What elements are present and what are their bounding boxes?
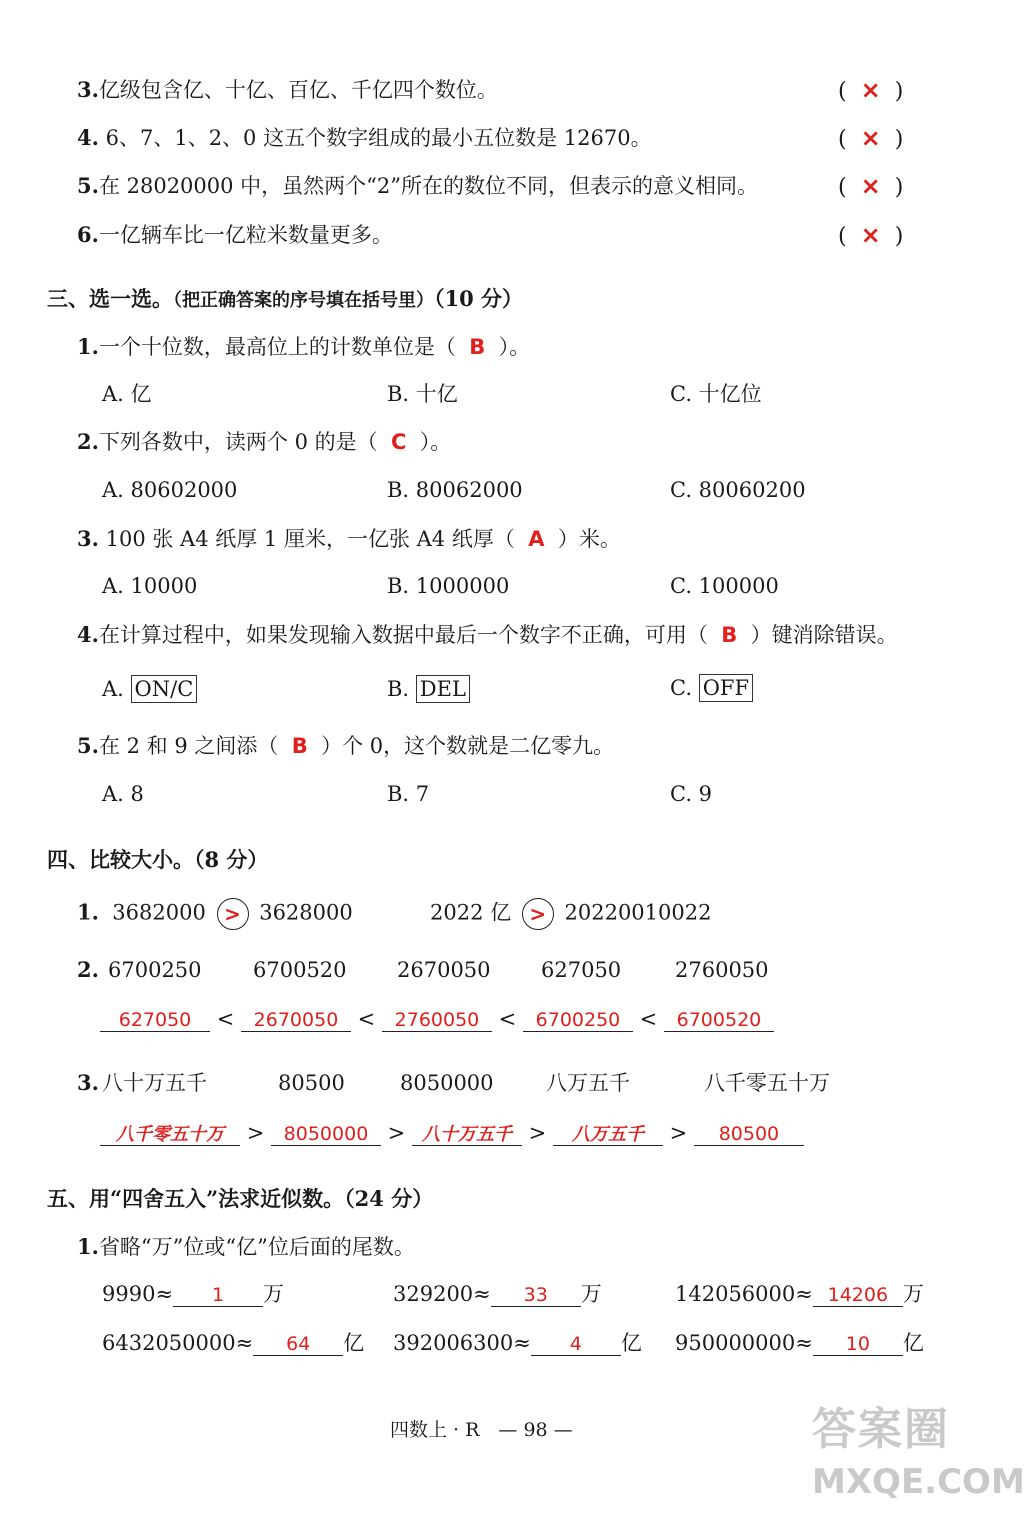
number-item: 八十万五千 [102,1071,207,1095]
number-item: 80500 [278,1071,345,1095]
answer-blank: 33 [491,1282,581,1307]
answer-blank: 八十万五千 [412,1121,522,1146]
answer-blank: 2670050 [241,1007,351,1032]
compare-question-3-num: 3. [77,1070,99,1095]
answer-blank: 80500 [694,1121,804,1146]
order-answer-row-2: 627050 < 2670050 < 2760050 < 6700250 < 6700520 [100,1006,774,1032]
answer-blank: 2760050 [382,1007,492,1032]
number-item: 2670050 [397,958,491,982]
answer-blank: 14206 [813,1282,903,1307]
choice-question-1: 1.一个十位数，最高位上的计数单位是（ B ）。 [77,334,531,359]
option-a: A. 80602000 [102,478,238,502]
number-item: 6700520 [253,958,347,982]
option-b: B. 7 [387,782,430,806]
answer-blank: 6700250 [523,1007,633,1032]
judge-item-4: 4. 6、7、1、2、0 这五个数字组成的最小五位数是 12670。 [77,125,652,150]
number-item: 2760050 [675,958,769,982]
compare-circle: > [522,898,554,930]
option-c: C. 9 [670,782,713,806]
option-c: C. 80060200 [670,478,806,502]
section-3-title: 三、选一选。（把正确答案的序号填在括号里）（10 分） [47,286,524,311]
option-b: B. 十亿 [387,382,458,406]
option-a: A. 10000 [102,574,198,598]
option-c: C. OFF [670,674,753,702]
answer-blank: 1 [173,1282,263,1307]
answer-blank: 10 [813,1331,903,1356]
number-item: 八万五千 [546,1071,630,1095]
page-footer: 四数上 · R — 98 — [390,1419,573,1441]
answer-blank: 八万五千 [553,1121,663,1146]
choice-question-3: 3. 100 张 A4 纸厚 1 厘米，一亿张 A4 纸厚（ A ）米。 [77,526,621,551]
cross-mark-icon: × [860,221,881,249]
round-item: 950000000≈ 10 亿 [675,1331,924,1355]
cross-mark-icon: × [860,124,881,152]
answer-blank: 4 [531,1331,621,1356]
option-a: A. 亿 [102,382,152,406]
round-item: 6432050000≈ 64 亿 [102,1331,365,1355]
judge-answer-6: ( × ) [838,221,904,249]
key-off: OFF [699,674,753,702]
option-b: B. 1000000 [387,574,510,598]
answer-blank: 8050000 [271,1121,381,1146]
round-question-1: 1.省略“万”位或“亿”位后面的尾数。 [77,1234,415,1259]
number-item: 8050000 [400,1071,494,1095]
option-a: A. 8 [102,782,144,806]
option-a: A. ON/C [102,675,197,703]
round-item: 9990≈ 1 万 [102,1282,285,1306]
key-del: DEL [416,675,470,703]
number-item: 627050 [541,958,622,982]
choice-question-5: 5.在 2 和 9 之间添（ B ）个 0，这个数就是二亿零九。 [77,733,615,758]
compare-question-1: 1. 3682000 > 3628000 [77,898,353,930]
choice-question-4: 4.在计算过程中，如果发现输入数据中最后一个数字不正确，可用（ B ）键消除错误。 [77,622,898,647]
judge-answer-5: ( × ) [838,172,904,200]
judge-item-6: 6.一亿辆车比一亿粒米数量更多。 [77,222,393,247]
judge-answer-3: ( × ) [838,76,904,104]
key-on-c: ON/C [131,675,198,703]
order-answer-row-3: 八千零五十万 > 8050000 > 八十万五千 > 八万五千 > 80500 [100,1120,804,1146]
judge-answer-4: ( × ) [838,124,904,152]
option-b: B. DEL [387,675,470,703]
round-item: 142056000≈ 14206 万 [675,1282,924,1306]
number-item: 八千零五十万 [704,1071,830,1095]
round-item: 329200≈ 33 万 [393,1282,602,1306]
compare-question-1b: 2022 亿 > 20220010022 [430,898,711,930]
cross-mark-icon: × [860,172,881,200]
option-c: C. 十亿位 [670,382,762,406]
section-4-title: 四、比较大小。（8 分） [47,847,269,872]
watermark-logo: 答案圈 [812,1404,950,1455]
choice-question-2: 2.下列各数中，读两个 0 的是（ C ）。 [77,429,452,454]
compare-circle: > [217,898,249,930]
answer-blank: 6700520 [664,1007,774,1032]
answer-blank: 64 [253,1331,343,1356]
watermark-url: MXQE.COM [812,1462,1025,1502]
answer-blank: 627050 [100,1007,210,1032]
judge-item-3: 3.亿级包含亿、十亿、百亿、千亿四个数位。 [77,77,498,102]
option-b: B. 80062000 [387,478,523,502]
number-item: 6700250 [108,958,202,982]
judge-item-5: 5.在 28020000 中，虽然两个“2”所在的数位不同，但表示的意义相同。 [77,173,759,198]
section-5-title: 五、用“四舍五入”法求近似数。（24 分） [47,1186,434,1211]
cross-mark-icon: × [860,76,881,104]
compare-question-2-num: 2. [77,957,99,982]
answer-blank: 八千零五十万 [100,1121,240,1146]
option-c: C. 100000 [670,574,779,598]
round-item: 392006300≈ 4 亿 [393,1331,642,1355]
